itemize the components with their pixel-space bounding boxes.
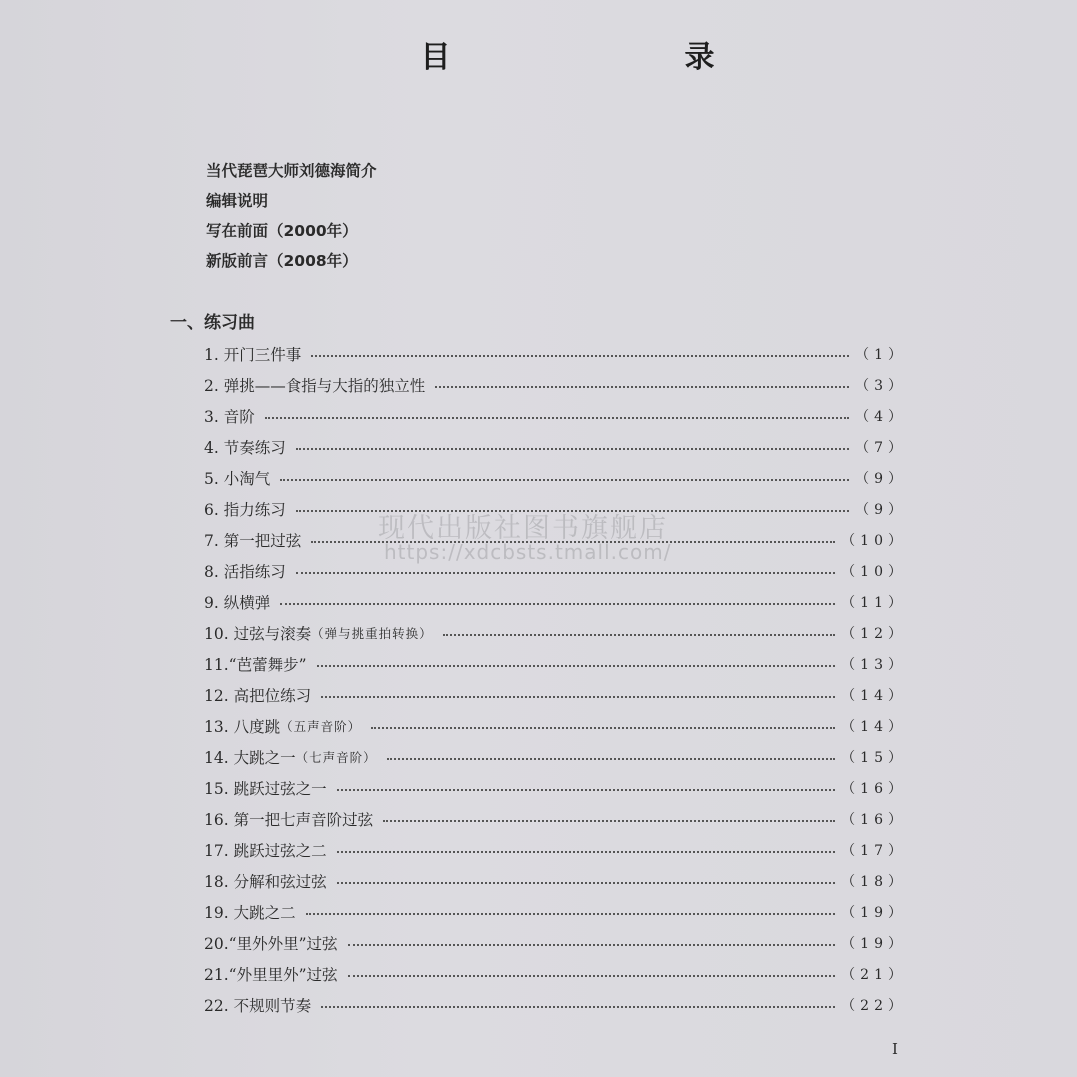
page-number: I (892, 1040, 898, 1058)
toc-entry-title: 15. 跳跃过弦之一 (204, 779, 327, 798)
toc-entry-title: 19. 大跳之二 (204, 903, 296, 922)
toc-entry (204, 896, 907, 927)
watermark-url: https://xdcbsts.tmall.com/ (384, 540, 672, 564)
toc-entry (204, 462, 907, 493)
toc-entry (204, 865, 907, 896)
toc-entry (204, 989, 907, 1020)
toc-entry-title: 20.“里外外里”过弦 (204, 934, 338, 953)
toc-page-number: （10） (841, 563, 907, 580)
dot-leader (265, 417, 849, 419)
toc-entry-subtitle: （五声音阶） (280, 718, 362, 734)
dot-leader (337, 882, 836, 884)
toc-entry (204, 927, 907, 958)
toc-page-number: （15） (841, 749, 907, 766)
toc-page-number: （17） (841, 842, 907, 859)
toc-entry-title: 18. 分解和弦过弦 (204, 872, 327, 891)
dot-leader (280, 603, 835, 605)
toc-entry-title: 21.“外里里外”过弦 (204, 965, 338, 984)
toc-entry (204, 741, 907, 772)
toc-entry-title: 9. 纵横弹 (204, 593, 271, 612)
dot-leader (443, 634, 836, 636)
dot-leader (337, 789, 836, 791)
toc-page-number: （7） (855, 439, 907, 456)
dot-leader (321, 1006, 835, 1008)
dot-leader (435, 386, 849, 388)
toc-page-number: （14） (841, 718, 907, 735)
watermark-store-name: 现代出版社图书旗舰店 (378, 513, 668, 544)
toc-entry-title: 10. 过弦与滚奏 (204, 624, 312, 643)
toc-page-number: （21） (841, 966, 907, 983)
page-title: 目 录 (420, 40, 773, 75)
dot-leader (383, 820, 835, 822)
toc-entry (204, 710, 907, 741)
toc-entry-title: 22. 不规则节奏 (204, 996, 312, 1015)
toc-entry-subtitle: （七声音阶） (295, 749, 377, 765)
toc-page-number: （11） (841, 594, 907, 611)
toc-entry-title: 6. 指力练习 (204, 500, 286, 519)
toc-entry-title: 12. 高把位练习 (204, 686, 312, 705)
toc-page-number: （19） (841, 935, 907, 952)
toc-entry-title: 17. 跳跃过弦之二 (204, 841, 327, 860)
toc-entry-title: 13. 八度跳 (204, 717, 281, 736)
toc-entry-title: 8. 活指练习 (204, 562, 286, 581)
toc-page-number: （14） (841, 687, 907, 704)
front-matter-item: 当代琵琶大师刘德海简介 (206, 162, 377, 180)
toc-page-number: （13） (841, 656, 907, 673)
toc-entry-title: 14. 大跳之一 (204, 748, 296, 767)
front-matter-item: 新版前言（2008年） (206, 252, 358, 270)
toc-page-number: （3） (855, 377, 907, 394)
toc-entry (204, 834, 907, 865)
toc-entry (204, 431, 907, 462)
toc-page-number: （1） (855, 346, 907, 363)
section-heading: 一、练习曲 (170, 313, 255, 333)
dot-leader (296, 572, 835, 574)
front-matter-list (206, 156, 377, 276)
toc-entry-title: 7. 第一把过弦 (204, 531, 302, 550)
front-matter-item: 编辑说明 (206, 192, 269, 210)
dot-leader (311, 355, 849, 357)
toc-entry-title: 1. 开门三件事 (204, 345, 302, 364)
toc-entry-subtitle: （弹与挑重拍转换） (311, 625, 433, 641)
toc-entry (204, 679, 907, 710)
dot-leader (321, 696, 835, 698)
toc-page-number: （19） (841, 904, 907, 921)
toc-entry (204, 586, 907, 617)
dot-leader (280, 479, 849, 481)
toc-entry (204, 958, 907, 989)
toc-page-number: （10） (841, 532, 907, 549)
toc-entry (204, 400, 907, 431)
dot-leader (317, 665, 836, 667)
toc-entry (204, 772, 907, 803)
toc-entry-title: 2. 弹挑——食指与大指的独立性 (204, 376, 426, 395)
toc-page-number: （9） (855, 501, 907, 518)
toc-page-number: （18） (841, 873, 907, 890)
dot-leader (348, 975, 836, 977)
toc-entry-title: 16. 第一把七声音阶过弦 (204, 810, 374, 829)
dot-leader (387, 758, 836, 760)
toc-entry (204, 369, 907, 400)
dot-leader (348, 944, 836, 946)
front-matter-item: 写在前面（2000年） (206, 222, 358, 240)
toc-list (204, 338, 907, 1020)
toc-entry-title: 4. 节奏练习 (204, 438, 286, 457)
toc-entry (204, 803, 907, 834)
dot-leader (296, 448, 849, 450)
dot-leader (371, 727, 835, 729)
toc-entry-title: 5. 小淘气 (204, 469, 271, 488)
dot-leader (337, 851, 836, 853)
toc-entry (204, 617, 907, 648)
toc-entry (204, 648, 907, 679)
toc-page-number: （12） (841, 625, 907, 642)
toc-entry (204, 338, 907, 369)
toc-page-number: （16） (841, 780, 907, 797)
toc-page-number: （22） (841, 997, 907, 1014)
toc-page-number: （4） (855, 408, 907, 425)
dot-leader (306, 913, 836, 915)
toc-page-number: （16） (841, 811, 907, 828)
toc-entry-title: 3. 音阶 (204, 407, 255, 426)
toc-entry-title: 11.“芭蕾舞步” (204, 655, 307, 674)
toc-page-number: （9） (855, 470, 907, 487)
